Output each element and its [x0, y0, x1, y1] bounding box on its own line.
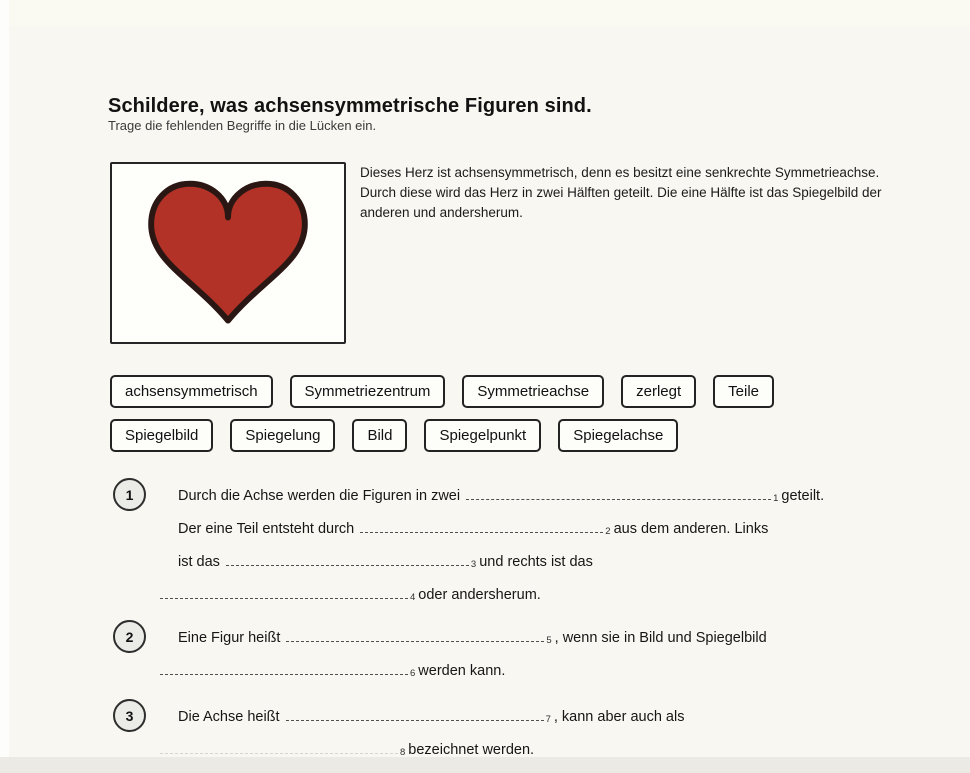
word-chip-symmetrieachse[interactable]: Symmetrieachse [462, 375, 604, 408]
page-title: Schildere, was achsensymmetrische Figuren sind. [108, 95, 592, 118]
cloze-text: Eine Figur heißt [178, 630, 281, 646]
word-chip-spiegelung[interactable]: Spiegelung [230, 419, 335, 452]
word-chip-bild[interactable]: Bild [352, 419, 407, 452]
cloze-text: geteilt. [781, 488, 825, 504]
word-chip-teile[interactable]: Teile [713, 375, 774, 408]
word-chip-zerlegt[interactable]: zerlegt [621, 375, 696, 408]
gap-blank-8[interactable] [160, 740, 398, 754]
example-paragraph-2: Durch diese wird das Herz in zwei Hälften geteilt. Die eine Hälfte ist das Spiegelbild der anderen und andersherum. [360, 185, 882, 220]
question-2-line-2 [160, 656, 918, 689]
cloze-text: Durch die Achse werden die Figuren in zwei [178, 488, 461, 504]
left-edge-strip [0, 0, 9, 773]
gap-number-8: 8 [400, 747, 406, 758]
question-1-line-1 [178, 481, 918, 514]
gap-blank-2[interactable] [360, 519, 603, 533]
gap-number-6: 6 [410, 668, 416, 679]
example-image-box [110, 162, 346, 344]
question-2-badge: 2 [113, 620, 146, 653]
word-bank-row-2 [110, 419, 678, 452]
word-chip-spiegelachse[interactable]: Spiegelachse [558, 419, 678, 452]
gap-blank-4[interactable] [160, 585, 408, 599]
example-description [360, 163, 910, 223]
word-bank-row-1 [110, 375, 774, 408]
word-chip-achsensymmetrisch[interactable]: achsensymmetrisch [110, 375, 273, 408]
example-paragraph-1: Dieses Herz ist achsensymmetrisch, denn es besitzt eine senkrechte Symmetrieachse. [360, 165, 880, 180]
cloze-text: , kann aber auch als [553, 709, 685, 725]
gap-blank-7[interactable] [286, 707, 544, 721]
cloze-text: und rechts ist das [479, 554, 593, 570]
gap-blank-5[interactable] [286, 628, 544, 642]
question-2-text [178, 623, 918, 689]
instructions-text: Trage die fehlenden Begriffe in die Lücken ein. [108, 118, 377, 133]
question-3-badge: 3 [113, 699, 146, 732]
cloze-text: aus dem anderen. Links [613, 521, 769, 537]
gap-number-5: 5 [546, 635, 552, 646]
cloze-text: oder andersherum. [418, 587, 541, 603]
gap-number-4: 4 [410, 592, 416, 603]
question-1-line-3 [178, 547, 918, 580]
question-1-line-4 [160, 580, 918, 613]
gap-number-1: 1 [773, 493, 779, 504]
cloze-text: bezeichnet werden. [408, 742, 535, 758]
gap-blank-3[interactable] [226, 552, 469, 566]
gap-blank-1[interactable] [466, 486, 771, 500]
gap-number-2: 2 [605, 526, 611, 537]
cloze-text: Der eine Teil entsteht durch [178, 521, 355, 537]
question-3-line-2 [160, 735, 918, 768]
question-1-line-2 [178, 514, 918, 547]
gap-number-3: 3 [470, 559, 477, 570]
question-1-badge: 1 [113, 478, 146, 511]
question-3-text [178, 702, 918, 768]
gap-blank-6[interactable] [160, 661, 408, 675]
question-1-text [178, 481, 918, 613]
word-chip-symmetriezentrum[interactable]: Symmetriezentrum [290, 375, 446, 408]
word-chip-spiegelpunkt[interactable]: Spiegelpunkt [424, 419, 541, 452]
cloze-text: ist das [178, 554, 220, 570]
heart-icon [143, 177, 313, 329]
cloze-text: werden kann. [418, 663, 506, 679]
cloze-text: Die Achse heißt [178, 709, 280, 725]
top-band [9, 0, 970, 26]
question-2-line-1 [178, 623, 918, 656]
cloze-text: , wenn sie in Bild und Spiegelbild [554, 630, 767, 646]
gap-number-7: 7 [545, 714, 551, 725]
word-chip-spiegelbild[interactable]: Spiegelbild [110, 419, 213, 452]
question-3-line-1 [178, 702, 918, 735]
